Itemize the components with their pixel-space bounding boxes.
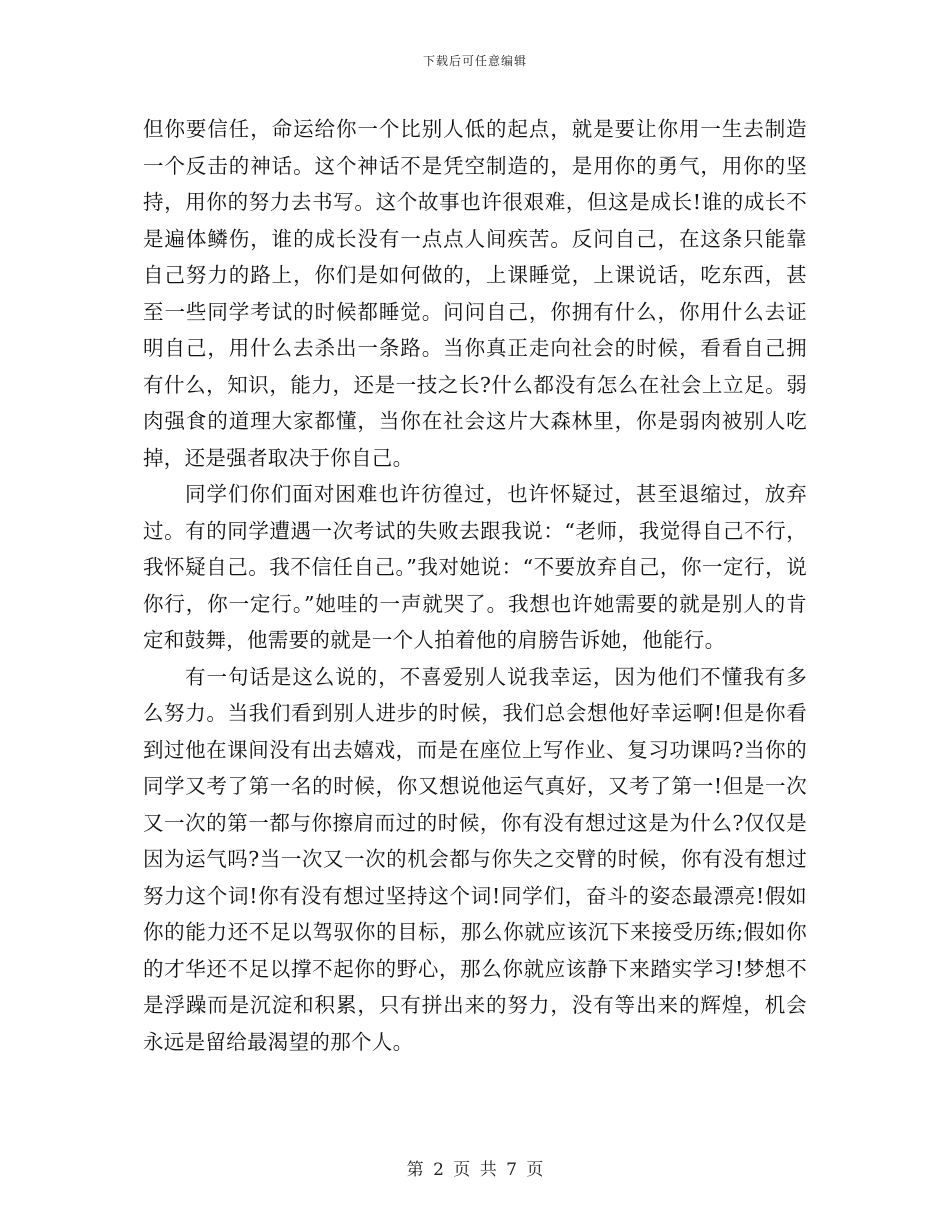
document-body [143,111,807,1060]
page-number: 第 2 页 共 7 页 [406,1160,544,1180]
paragraph-3: 有一句话是这么说的，不喜爱别人说我幸运，因为他们不懂我有多么努力。当我们看到别人进步的时候，我们总会想他好幸运啊!但是你看到过他在课间没有出去嬉戏，而是在座位上写作业、复习功课吗?当你的同学又考了第一名的时候，你又想说他运气真好，又考了第一!但是一次又一次的第一都与你擦肩而过的时候，你有没有想过这是为什么?仅仅是因为运气吗?当一次又一次的机会都与你失之交臂的时候，你有没有想过努力这个词!你有没有想过坚持这个词!同学们，奋斗的姿态最漂亮!假如你的能力还不足以驾驭你的目标，那么你就应该沉下来接受历练;假如你的才华还不足以撑不起你的野心，那么你就应该静下来踏实学习!梦想不是浮躁而是沉淀和积累，只有拼出来的努力，没有等出来的辉煌，机会永远是留给最渴望的那个人。 [143,664,807,1054]
paragraph-2: 同学们你们面对困难也许彷徨过，也许怀疑过，甚至退缩过，放弃过。有的同学遭遇一次考试的失败去跟我说：“老师，我觉得自己不行，我怀疑自己。我不信任自己。”我对她说：“不要放弃自己，你一定行，说你行，你一定行。”她哇的一声就哭了。我想也许她需要的就是别人的肯定和鼓舞，他需要的就是一个人拍着他的肩膀告诉她，他能行。 [143,482,807,652]
header-note: 下载后可任意编辑 [422,54,527,68]
paragraph-1: 但你要信任，命运给你一个比别人低的起点，就是要让你用一生去制造一个反击的神话。这个神话不是凭空制造的，是用你的勇气，用你的坚持，用你的努力去书写。这个故事也许很艰难，但这是成长!谁的成长不是遍体鳞伤，谁的成长没有一点点人间疾苦。反问自己，在这条只能靠自己努力的路上，你们是如何做的，上课睡觉，上课说话，吃东西，甚至一些同学考试的时候都睡觉。问问自己，你拥有什么，你用什么去证明自己，用什么去杀出一条路。当你真正走向社会的时候，看看自己拥有什么，知识，能力，还是一技之长?什么都没有怎么在社会上立足。弱肉强食的道理大家都懂，当你在社会这片大森林里，你是弱肉被别人吃掉，还是强者取决于你自己。 [143,117,807,470]
